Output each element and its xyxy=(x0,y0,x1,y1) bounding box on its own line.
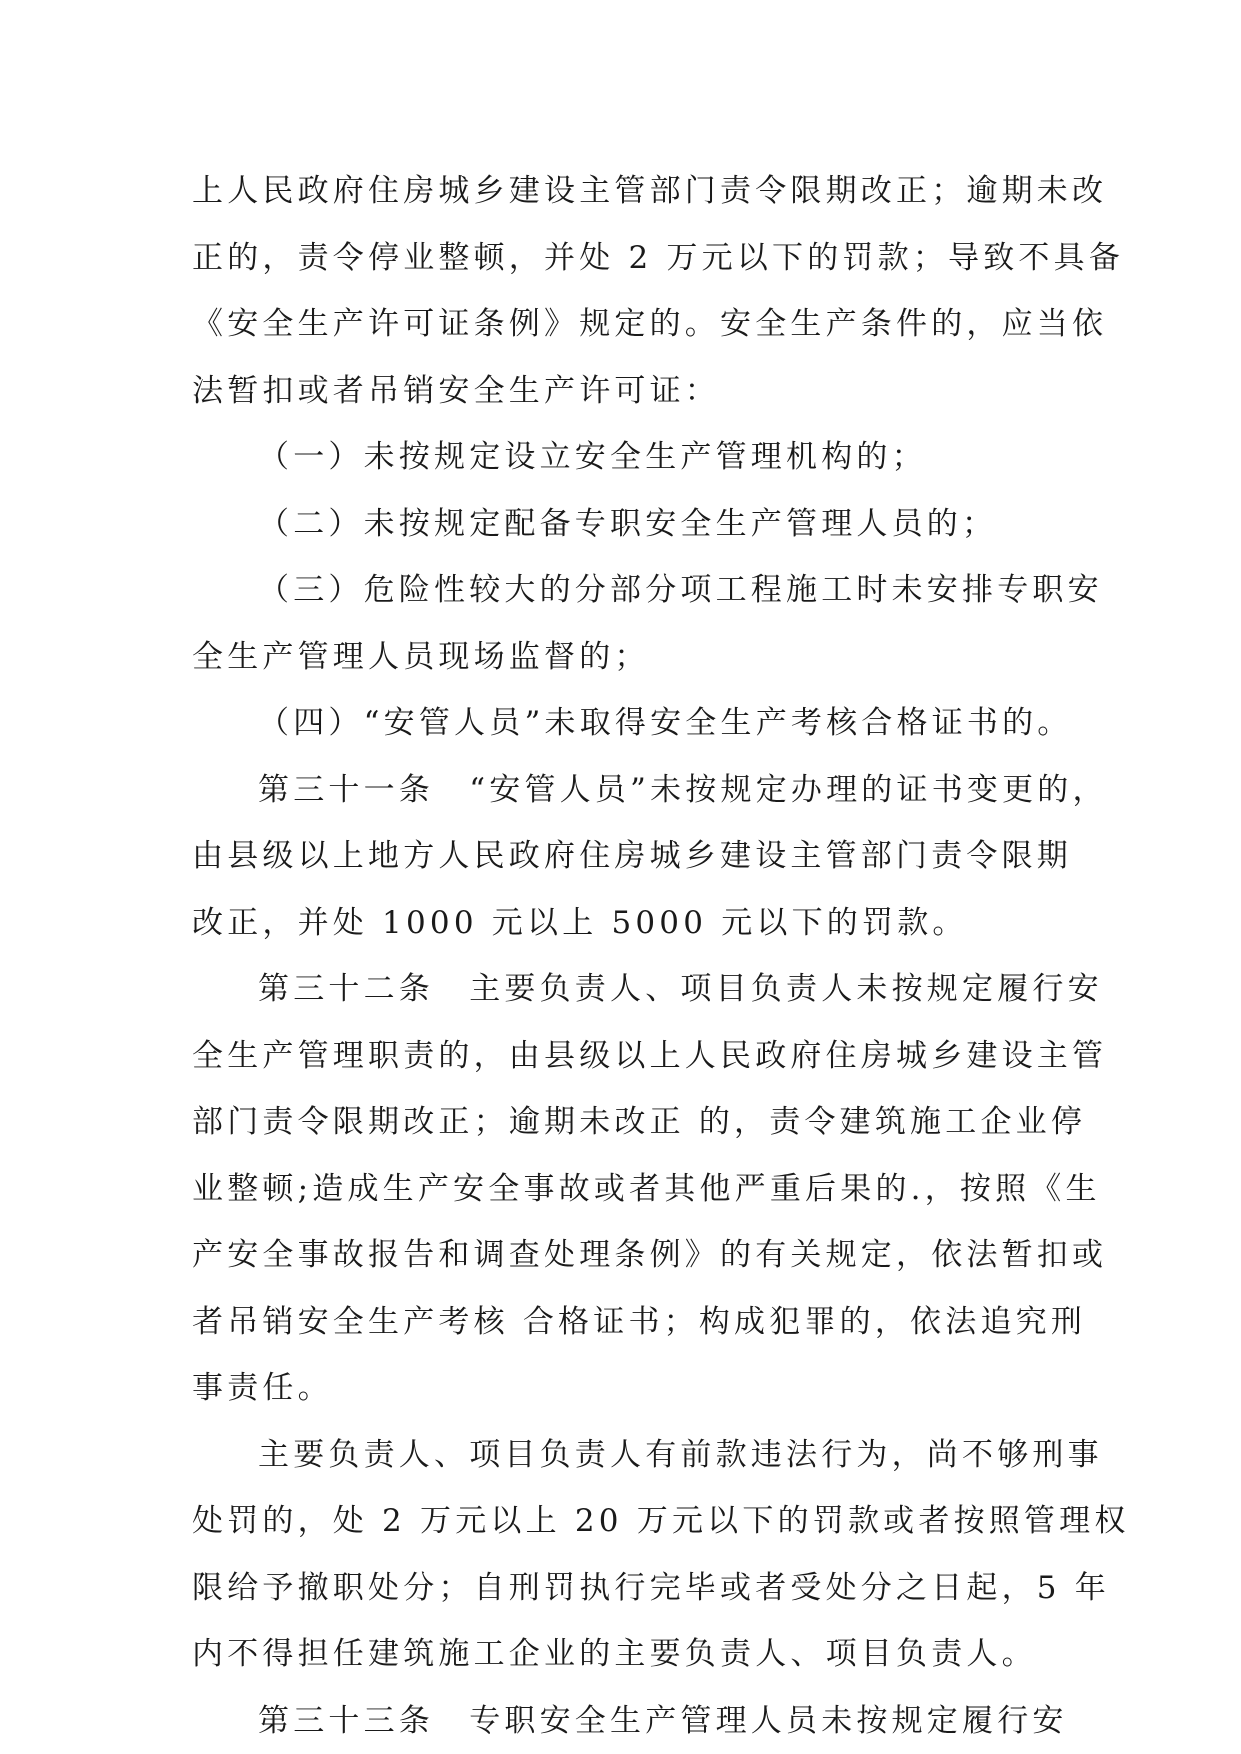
text-line: 处罚的，处 2 万元以上 20 万元以下的罚款或者按照管理权 xyxy=(192,1503,1130,1539)
article-33-heading: 第三十三条 专职安全生产管理人员未按规定履行安 xyxy=(258,1702,1068,1739)
list-item-4: （四）“安管人员”未取得安全生产考核合格证书的。 xyxy=(258,705,1073,741)
text-line: 内不得担任建筑施工企业的主要负责人、项目负责人。 xyxy=(192,1636,1037,1672)
text-line: 《安全生产许可证条例》规定的。安全生产条件的，应当依 xyxy=(192,306,1108,342)
article-32-heading: 第三十二条 主要负责人、项目负责人未按规定履行安 xyxy=(258,971,1103,1007)
text-line: 业整顿;造成生产安全事故或者其他严重后果的.，按照《生 xyxy=(192,1170,1101,1207)
list-item-1: （一）未按规定设立安全生产管理机构的； xyxy=(258,439,927,475)
text-line: 正的，责令停业整顿，并处 2 万元以下的罚款；导致不具备 xyxy=(192,239,1125,276)
text-line: 全生产管理人员现场监督的； xyxy=(192,638,650,675)
text-line: 由县级以上地方人民政府住房城乡建设主管部门责令限期 xyxy=(192,838,1072,874)
article-31-heading: 第三十一条 “安管人员”未按规定办理的证书变更的， xyxy=(258,771,1108,808)
text-line: 改正，并处 1000 元以上 5000 元以下的罚款。 xyxy=(192,904,968,941)
text-line: 法暂扣或者吊销安全生产许可证： xyxy=(192,372,720,409)
paragraph-start: 主要负责人、项目负责人有前款违法行为，尚不够刑事 xyxy=(258,1436,1103,1473)
list-item-2: （二）未按规定配备专职安全生产管理人员的； xyxy=(258,505,998,542)
text-line: 上人民政府住房城乡建设主管部门责令限期改正；逾期未改 xyxy=(192,173,1108,209)
text-line: 者吊销安全生产考核 合格证书；构成犯罪的，依法追究刑 xyxy=(192,1303,1087,1340)
text-line: 产安全事故报告和调查处理条例》的有关规定，依法暂扣或 xyxy=(192,1237,1108,1273)
list-item-3: （三）危险性较大的分部分项工程施工时未安排专职安 xyxy=(258,572,1103,608)
text-line: 全生产管理职责的，由县级以上人民政府住房城乡建设主管 xyxy=(192,1037,1108,1074)
text-line: 部门责令限期改正；逾期未改正 的，责令建筑施工企业停 xyxy=(192,1104,1087,1140)
text-line: 事责任。 xyxy=(192,1370,333,1406)
text-line: 限给予撤职处分；自刑罚执行完毕或者受处分之日起，5 年 xyxy=(192,1569,1110,1606)
document-body xyxy=(192,158,1130,1754)
